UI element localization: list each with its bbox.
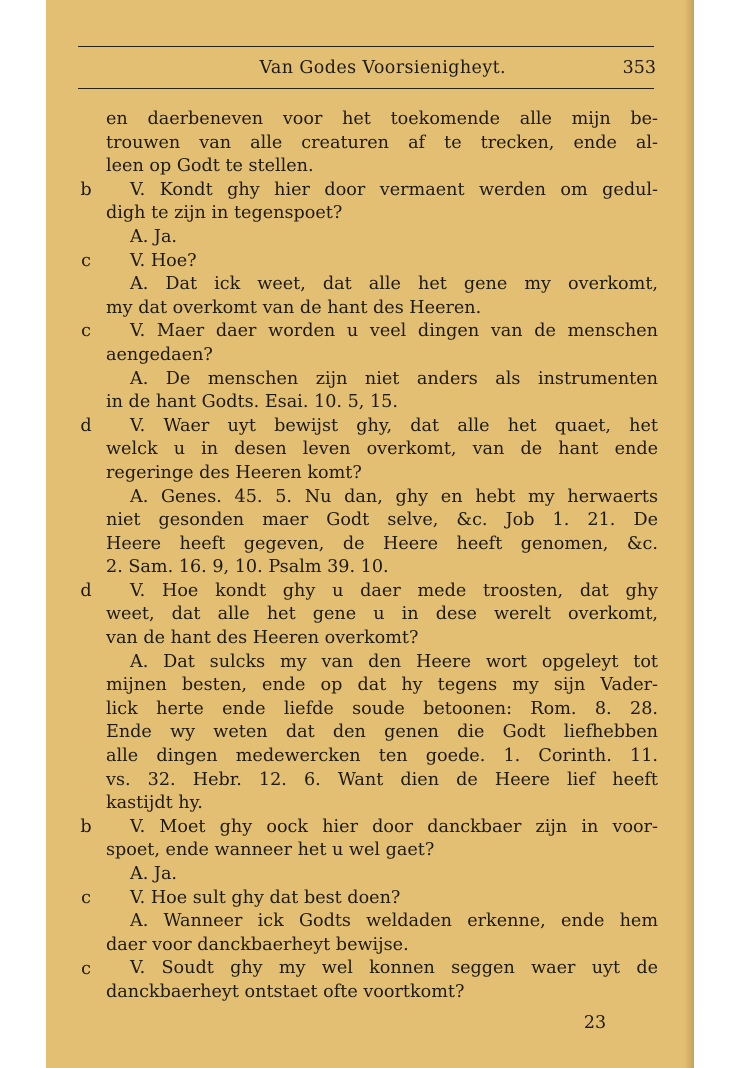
text-line: regeringe des Heeren komt? [106, 462, 362, 483]
margin-mark: d [80, 581, 92, 601]
answer-line: A. De menschen zijn niet anders als instrumenten [130, 368, 658, 389]
text-line: welck u in desen leven overkomt, van de hant ende [106, 439, 658, 460]
text-line: trouwen van alle creaturen af te trecken, ende al- [106, 132, 658, 153]
question-line: V. Waer uyt bewijst ghy, dat alle het quaet, het [130, 415, 658, 436]
text-line: Ende wy weten dat den genen die Godt liefhebben [106, 722, 658, 743]
text-line: kastijdt hy. [106, 793, 203, 814]
answer-line: A. Ja. [130, 864, 178, 884]
text-line: mijnen besten, ende op dat hy tegens my sijn Vader- [106, 675, 658, 696]
margin-mark: b [80, 817, 92, 837]
answer-line: A. Genes. 45. 5. Nu dan, ghy en hebt my herwaerts [130, 486, 658, 507]
margin-mark: b [80, 180, 92, 200]
text-line: niet gesonden maer Godt selve, &c. Job 1. 21. De [106, 510, 658, 531]
text-line: alle dingen medewercken ten goede. 1. Corinth. 11. [106, 746, 658, 767]
margin-mark: d [80, 416, 92, 436]
text-line: en daerbeneven voor het toekomende alle mijn be- [106, 109, 658, 129]
text-line: 2. Sam. 16. 9, 10. Psalm 39. 10. [106, 557, 389, 578]
text-line: spoet, ende wanneer het u wel gaet? [106, 840, 435, 861]
catechism-text [106, 108, 658, 1005]
text-line: my dat overkomt van de hant des Heeren. [106, 297, 482, 318]
text-line: in de hant Godts. Esai. 10. 5, 15. [106, 392, 398, 413]
text-line: Heere heeft gegeven, de Heere heeft genomen, &c. [106, 533, 658, 554]
text-line: digh te zijn in tegenspoet? [106, 203, 343, 224]
text-line: daer voor danckbaerheyt bewijse. [106, 934, 409, 955]
question-line: V. Soudt ghy my wel konnen seggen waer uyt de [130, 958, 658, 979]
header-bottom-rule [78, 88, 654, 89]
page-number: 353 [622, 58, 656, 78]
question-line: V. Hoe kondt ghy u daer mede troosten, dat ghy [130, 580, 658, 601]
text-line: lick herte ende liefde soude betoonen: Rom. 8. 28. [106, 698, 658, 719]
text-line: aengedaen? [106, 344, 213, 365]
answer-line: A. Ja. [130, 226, 178, 247]
answer-line: A. Dat ick weet, dat alle het gene my overkomt, [130, 274, 658, 295]
margin-mark: c [81, 888, 91, 908]
question-line: V. Hoe sult ghy dat best doen? [130, 887, 401, 908]
answer-line: A. Dat sulcks my van den Heere wort opgeleyt tot [130, 651, 658, 672]
text-line: weet, dat alle het gene u in dese werelt overkomt, [106, 604, 658, 625]
running-title: Van Godes Voorsienigheyt. [259, 58, 506, 78]
signature-mark: 23 [583, 1013, 607, 1033]
text-line: van de hant des Heeren overkomt? [106, 628, 419, 649]
margin-mark: c [81, 321, 91, 341]
margin-mark: c [81, 959, 91, 979]
margin-mark: c [81, 251, 91, 271]
question-line: V. Maer daer worden u veel dingen van de menschen [130, 321, 658, 342]
question-line: V. Kondt ghy hier door vermaent werden om gedul- [130, 179, 658, 200]
text-line: vs. 32. Hebr. 12. 6. Want dien de Heere lief heeft [106, 769, 658, 790]
text-line: danckbaerheyt ontstaet ofte voortkomt? [106, 981, 465, 1002]
answer-line: A. Wanneer ick Godts weldaden erkenne, ende hem [130, 911, 658, 932]
text-line: leen op Godt te stellen. [106, 156, 314, 177]
question-line: V. Moet ghy oock hier door danckbaer zijn in voor- [130, 816, 658, 837]
header-top-rule [78, 46, 654, 47]
question-line: V. Hoe? [130, 250, 197, 271]
